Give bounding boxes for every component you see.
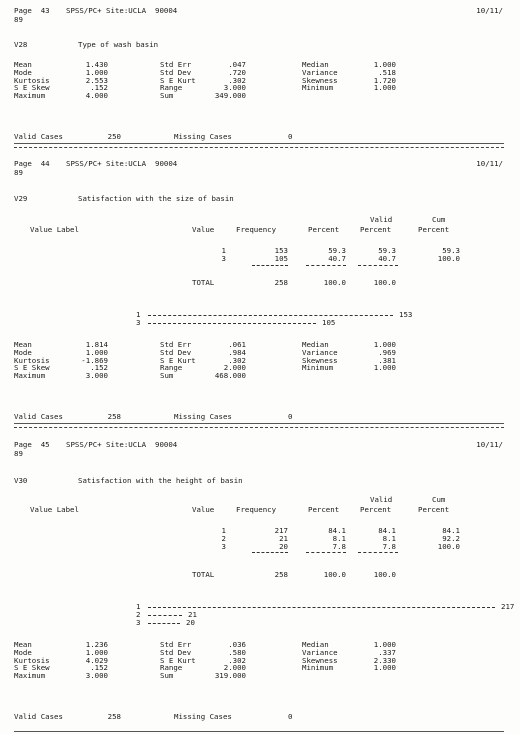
valid-cases-value: 250: [107, 132, 121, 141]
row-frequency: 217: [274, 526, 288, 535]
stat-value: 319.000: [214, 671, 246, 681]
stat-value: .580: [228, 647, 246, 657]
system-label: SPSS/PC+ Site:UCLA 90004: [66, 440, 178, 449]
stat-label: Minimum: [302, 83, 334, 93]
row-cum-percent: 59.3: [442, 246, 460, 255]
page-separator-dashed: [14, 147, 504, 148]
stat-value: .302: [228, 75, 246, 85]
column-cum: Cum: [432, 215, 446, 224]
total-label: TOTAL: [192, 278, 215, 287]
missing-cases-label: Missing Cases: [174, 132, 232, 141]
page-number: Page 44: [14, 159, 50, 168]
row-frequency: 105: [274, 253, 288, 263]
stat-value: 2.000: [223, 663, 246, 673]
row-frequency: 20: [279, 541, 288, 551]
page-separator-dashed: [14, 427, 504, 428]
stat-label: Kurtosis: [14, 355, 50, 365]
stat-value: 1.000: [373, 83, 396, 93]
stat-label: Maximum: [14, 371, 46, 381]
column-valid: Valid: [370, 495, 393, 504]
stat-value: 1.814: [85, 340, 108, 349]
stat-value: 1.720: [373, 75, 396, 85]
row-valid-percent: 84.1: [378, 526, 396, 535]
stat-value: 1.000: [373, 640, 396, 649]
total-separator: [358, 552, 398, 553]
stat-value: .337: [378, 647, 396, 657]
stat-value: 2.553: [85, 75, 108, 85]
stat-value: 1.000: [85, 347, 108, 357]
row-valid-percent: 59.3: [378, 246, 396, 255]
stat-label: Range: [160, 363, 183, 373]
page-number: Page 45: [14, 440, 50, 449]
stat-label: Range: [160, 83, 183, 93]
column-value-label: Value Label: [30, 225, 79, 234]
variable-label: Satisfaction with the height of basin: [78, 476, 243, 485]
stat-value: 3.000: [85, 371, 108, 381]
stat-value: .152: [90, 663, 108, 673]
column-valid-percent: Percent: [360, 505, 392, 514]
stat-value: 1.000: [85, 647, 108, 657]
histogram-bar: [148, 607, 495, 608]
print-year: 89: [14, 449, 23, 458]
stat-label: Median: [302, 340, 329, 349]
column-cum: Cum: [432, 495, 446, 504]
stat-value: 2.330: [373, 655, 396, 665]
missing-cases-value: 0: [288, 712, 293, 721]
stat-value: 4.029: [85, 655, 108, 665]
row-cum-percent: 92.2: [442, 533, 460, 543]
stat-label: Mode: [14, 347, 32, 357]
stat-value: .381: [378, 355, 396, 365]
total-label: TOTAL: [192, 570, 215, 579]
stat-label: Mean: [14, 60, 32, 69]
valid-cases-value: 258: [107, 412, 121, 421]
row-percent: 59.3: [328, 246, 346, 255]
total-separator: [252, 552, 288, 553]
stat-value: .302: [228, 355, 246, 365]
missing-cases-value: 0: [288, 412, 293, 421]
bar-category: 2: [136, 609, 141, 619]
stat-value: 1.000: [373, 60, 396, 69]
print-date: 10/11/: [476, 440, 503, 449]
stat-label: S E Skew: [14, 663, 50, 673]
bar-category: 3: [136, 317, 141, 327]
column-valid-percent: Percent: [360, 225, 392, 234]
valid-cases-label: Valid Cases: [14, 712, 63, 721]
row-valid-percent: 40.7: [378, 253, 396, 263]
row-value: 1: [221, 526, 226, 535]
stat-value: .302: [228, 655, 246, 665]
stat-label: Std Dev: [160, 347, 192, 357]
stat-value: 1.430: [85, 60, 108, 69]
row-value: 2: [221, 533, 226, 543]
total-valid-percent: 100.0: [373, 278, 396, 287]
row-value: 1: [221, 246, 226, 255]
stat-label: Sum: [160, 371, 174, 381]
print-date: 10/11/: [476, 159, 503, 168]
stat-label: Kurtosis: [14, 655, 50, 665]
stat-label: Mean: [14, 340, 32, 349]
stat-label: Mode: [14, 647, 32, 657]
stat-value: .720: [228, 67, 246, 77]
missing-cases-label: Missing Cases: [174, 412, 232, 421]
variable-label: Satisfaction with the size of basin: [78, 194, 234, 203]
stat-value: -1.869: [81, 355, 108, 365]
variable-code: V28: [14, 40, 28, 49]
stat-value: .152: [90, 363, 108, 373]
stat-value: .984: [228, 347, 246, 357]
bar-count: 153: [399, 310, 413, 319]
stat-label: Mean: [14, 640, 32, 649]
stat-value: 1.236: [85, 640, 108, 649]
row-valid-percent: 8.1: [382, 533, 396, 543]
page-separator: [14, 143, 504, 144]
stat-label: Maximum: [14, 671, 46, 681]
histogram-bar: [148, 315, 393, 316]
histogram-bar: [148, 615, 182, 616]
stat-label: Std Err: [160, 640, 192, 649]
stat-label: Minimum: [302, 363, 334, 373]
stat-value: .036: [228, 640, 246, 649]
total-separator: [306, 552, 346, 553]
stat-value: 1.000: [373, 340, 396, 349]
stat-label: Variance: [302, 347, 338, 357]
column-cum-percent: Percent: [418, 505, 450, 514]
row-frequency: 153: [274, 246, 288, 255]
stat-label: Median: [302, 640, 329, 649]
valid-cases-label: Valid Cases: [14, 132, 63, 141]
print-year: 89: [14, 168, 23, 177]
bar-category: 1: [136, 310, 141, 319]
row-cum-percent: 100.0: [437, 253, 460, 263]
histogram-bar: [148, 323, 316, 324]
stat-value: 1.000: [373, 363, 396, 373]
row-value: 3: [221, 541, 226, 551]
column-value: Value: [192, 505, 215, 514]
system-label: SPSS/PC+ Site:UCLA 90004: [66, 6, 178, 15]
stat-label: S E Kurt: [160, 355, 196, 365]
total-frequency: 258: [274, 570, 288, 579]
stat-value: 2.000: [223, 363, 246, 373]
stat-label: Kurtosis: [14, 75, 50, 85]
print-date: 10/11/: [476, 6, 503, 15]
variable-code: V29: [14, 194, 28, 203]
stat-label: Mode: [14, 67, 32, 77]
row-cum-percent: 100.0: [437, 541, 460, 551]
stat-value: .047: [228, 60, 246, 69]
stat-value: 4.000: [85, 91, 108, 101]
stat-value: 468.000: [214, 371, 246, 381]
bar-count: 217: [501, 602, 515, 611]
page-separator: [14, 423, 504, 424]
row-percent: 40.7: [328, 253, 346, 263]
valid-cases-label: Valid Cases: [14, 412, 63, 421]
total-separator: [306, 265, 346, 266]
stat-value: .061: [228, 340, 246, 349]
column-percent: Percent: [308, 505, 340, 514]
valid-cases-value: 258: [107, 712, 121, 721]
row-frequency: 21: [279, 533, 288, 543]
column-value-label: Value Label: [30, 505, 79, 514]
stat-value: .969: [378, 347, 396, 357]
print-year: 89: [14, 15, 23, 24]
column-percent: Percent: [308, 225, 340, 234]
row-percent: 7.8: [332, 541, 346, 551]
stat-label: Sum: [160, 91, 174, 101]
stat-value: 1.000: [85, 67, 108, 77]
total-valid-percent: 100.0: [373, 570, 396, 579]
stat-value: 3.000: [85, 671, 108, 681]
column-cum-percent: Percent: [418, 225, 450, 234]
stat-value: 349.000: [214, 91, 246, 101]
stat-value: 1.000: [373, 663, 396, 673]
stat-label: Maximum: [14, 91, 46, 101]
stat-label: S E Kurt: [160, 75, 196, 85]
histogram-bar: [148, 623, 180, 624]
stat-label: Skewness: [302, 75, 338, 85]
bar-category: 3: [136, 617, 141, 627]
row-valid-percent: 7.8: [382, 541, 396, 551]
total-percent: 100.0: [323, 278, 346, 287]
row-cum-percent: 84.1: [442, 526, 460, 535]
stat-label: Range: [160, 663, 183, 673]
total-separator: [252, 265, 288, 266]
bar-count: 105: [322, 317, 336, 327]
stat-label: Skewness: [302, 355, 338, 365]
row-value: 3: [221, 253, 226, 263]
stat-value: 3.000: [223, 83, 246, 93]
missing-cases-label: Missing Cases: [174, 712, 232, 721]
page-separator: [14, 731, 504, 732]
stat-label: Variance: [302, 647, 338, 657]
variable-code: V30: [14, 476, 28, 485]
stat-label: Median: [302, 60, 329, 69]
row-percent: 84.1: [328, 526, 346, 535]
stat-label: Sum: [160, 671, 174, 681]
bar-count: 21: [188, 609, 197, 619]
column-value: Value: [192, 225, 215, 234]
column-frequency: Frequency: [236, 505, 277, 514]
row-percent: 8.1: [332, 533, 346, 543]
column-valid: Valid: [370, 215, 393, 224]
stat-label: Std Dev: [160, 67, 192, 77]
missing-cases-value: 0: [288, 132, 293, 141]
stat-label: Std Err: [160, 60, 192, 69]
stat-value: .518: [378, 67, 396, 77]
stat-label: Minimum: [302, 663, 334, 673]
stat-label: S E Skew: [14, 363, 50, 373]
stat-label: S E Skew: [14, 83, 50, 93]
stat-label: S E Kurt: [160, 655, 196, 665]
stat-value: .152: [90, 83, 108, 93]
stat-label: Std Dev: [160, 647, 192, 657]
variable-label: Type of wash basin: [78, 40, 159, 49]
total-frequency: 258: [274, 278, 288, 287]
system-label: SPSS/PC+ Site:UCLA 90004: [66, 159, 178, 168]
stat-label: Skewness: [302, 655, 338, 665]
bar-count: 20: [186, 617, 195, 627]
total-separator: [358, 265, 398, 266]
column-frequency: Frequency: [236, 225, 277, 234]
stat-label: Std Err: [160, 340, 192, 349]
bar-category: 1: [136, 602, 141, 611]
page-number: Page 43: [14, 6, 50, 15]
total-percent: 100.0: [323, 570, 346, 579]
stat-label: Variance: [302, 67, 338, 77]
